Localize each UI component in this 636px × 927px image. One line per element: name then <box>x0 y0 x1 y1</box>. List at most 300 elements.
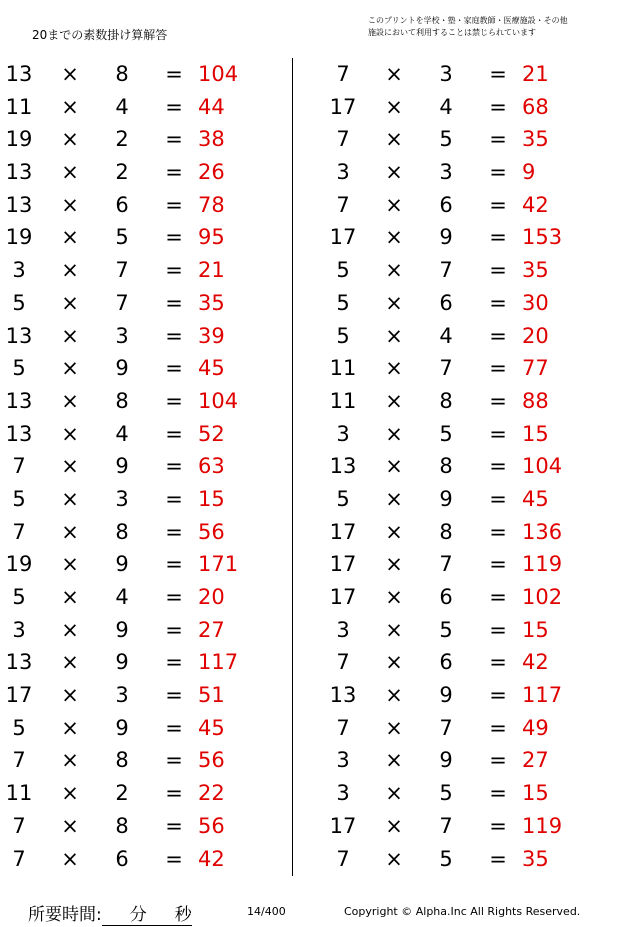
usage-notice <box>368 15 630 39</box>
problem-row <box>324 581 624 614</box>
multiplier: 7 <box>439 813 453 838</box>
problem-row <box>324 516 624 549</box>
answer: 45 <box>198 715 225 740</box>
times-sign: × <box>385 683 403 708</box>
answer: 45 <box>522 486 549 511</box>
multiplicand: 13 <box>329 454 357 479</box>
answer: 102 <box>522 585 563 609</box>
times-sign: × <box>385 813 403 838</box>
multiplicand: 5 <box>12 356 26 381</box>
problem-row <box>0 810 300 843</box>
multiplicand: 3 <box>12 258 26 283</box>
answer: 119 <box>522 813 563 838</box>
times-sign: × <box>385 94 403 119</box>
equals-sign: = <box>165 748 183 773</box>
answer: 20 <box>522 323 549 348</box>
problem-row <box>324 352 624 385</box>
multiplicand: 5 <box>12 486 26 511</box>
equals-sign: = <box>489 454 507 479</box>
problem-row <box>0 189 300 222</box>
times-sign: × <box>385 388 403 413</box>
multiplicand: 5 <box>336 486 350 511</box>
multiplier: 9 <box>115 552 129 577</box>
multiplier: 4 <box>439 323 453 348</box>
times-sign: × <box>61 323 79 348</box>
answer: 56 <box>198 748 225 773</box>
problem-row <box>0 712 300 745</box>
times-sign: × <box>385 127 403 152</box>
multiplicand: 7 <box>336 846 350 871</box>
problem-row <box>324 320 624 353</box>
times-sign: × <box>61 356 79 381</box>
multiplicand: 13 <box>5 192 33 217</box>
times-sign: × <box>385 585 403 609</box>
times-sign: × <box>61 225 79 250</box>
equals-sign: = <box>165 552 183 577</box>
multiplicand: 17 <box>329 813 357 838</box>
times-sign: × <box>385 323 403 348</box>
problem-row <box>0 777 300 810</box>
equals-sign: = <box>165 258 183 283</box>
multiplicand: 11 <box>5 781 33 806</box>
equals-sign: = <box>489 650 507 675</box>
answer: 20 <box>198 585 225 609</box>
multiplicand: 5 <box>336 323 350 348</box>
answer: 119 <box>522 552 563 577</box>
answer: 104 <box>522 454 563 479</box>
equals-sign: = <box>489 290 507 315</box>
multiplicand: 5 <box>336 258 350 283</box>
multiplier: 6 <box>115 846 129 871</box>
equals-sign: = <box>165 813 183 838</box>
multiplicand: 17 <box>329 94 357 119</box>
problem-row <box>324 254 624 287</box>
multiplicand: 3 <box>336 748 350 773</box>
problem-row <box>0 385 300 418</box>
equals-sign: = <box>489 715 507 740</box>
equals-sign: = <box>165 715 183 740</box>
multiplier: 7 <box>115 290 129 315</box>
time-taken-label: 所要時間: <box>28 905 102 925</box>
times-sign: × <box>385 650 403 675</box>
problem-row <box>0 744 300 777</box>
multiplier: 8 <box>115 388 129 413</box>
answer: 15 <box>522 421 549 446</box>
multiplier: 9 <box>115 454 129 479</box>
problem-row <box>0 287 300 320</box>
multiplier: 8 <box>115 748 129 773</box>
multiplier: 3 <box>115 323 129 348</box>
multiplier: 4 <box>439 94 453 119</box>
equals-sign: = <box>165 683 183 708</box>
problem-row <box>324 843 624 876</box>
multiplier: 5 <box>439 781 453 806</box>
multiplier: 3 <box>115 486 129 511</box>
problem-row <box>324 777 624 810</box>
answer: 44 <box>198 94 225 119</box>
multiplicand: 5 <box>12 290 26 315</box>
multiplier: 9 <box>115 617 129 642</box>
multiplicand: 7 <box>336 127 350 152</box>
times-sign: × <box>61 617 79 642</box>
multiplier: 2 <box>115 160 129 185</box>
answer: 27 <box>198 617 225 642</box>
problem-row <box>324 91 624 124</box>
multiplier: 8 <box>115 813 129 838</box>
equals-sign: = <box>489 781 507 806</box>
copyright-notice: Copyright © Alpha.Inc All Rights Reserved. <box>344 905 581 918</box>
multiplicand: 3 <box>336 781 350 806</box>
problem-row <box>324 189 624 222</box>
multiplicand: 7 <box>12 748 26 773</box>
equals-sign: = <box>165 421 183 446</box>
multiplier: 3 <box>115 683 129 708</box>
times-sign: × <box>385 356 403 381</box>
multiplicand: 13 <box>5 62 33 86</box>
multiplicand: 7 <box>336 715 350 740</box>
multiplier: 8 <box>439 454 453 479</box>
problem-row <box>324 450 624 483</box>
times-sign: × <box>61 748 79 773</box>
multiplier: 9 <box>439 748 453 773</box>
notice-line-2: 施設において利用することは禁じられています <box>368 28 536 37</box>
answer: 56 <box>198 519 225 544</box>
equals-sign: = <box>165 94 183 119</box>
times-sign: × <box>61 715 79 740</box>
times-sign: × <box>385 519 403 544</box>
times-sign: × <box>385 846 403 871</box>
problem-row <box>324 614 624 647</box>
multiplicand: 3 <box>336 160 350 185</box>
multiplier: 2 <box>115 127 129 152</box>
multiplier: 7 <box>439 715 453 740</box>
times-sign: × <box>61 519 79 544</box>
time-taken-field <box>28 900 192 926</box>
multiplicand: 13 <box>5 421 33 446</box>
times-sign: × <box>61 486 79 511</box>
multiplicand: 19 <box>5 552 33 577</box>
problem-row <box>324 483 624 516</box>
equals-sign: = <box>165 62 183 86</box>
multiplicand: 7 <box>336 650 350 675</box>
answer: 15 <box>522 617 549 642</box>
equals-sign: = <box>165 290 183 315</box>
multiplier: 3 <box>439 62 453 86</box>
equals-sign: = <box>165 225 183 250</box>
times-sign: × <box>385 225 403 250</box>
multiplicand: 5 <box>12 585 26 609</box>
equals-sign: = <box>165 486 183 511</box>
multiplicand: 7 <box>336 62 350 86</box>
equals-sign: = <box>165 356 183 381</box>
answer: 35 <box>198 290 225 315</box>
multiplier: 6 <box>439 192 453 217</box>
equals-sign: = <box>489 160 507 185</box>
answer: 9 <box>522 160 536 185</box>
problem-row <box>324 418 624 451</box>
worksheet-title: 20までの素数掛け算解答 <box>32 28 168 42</box>
equals-sign: = <box>489 323 507 348</box>
answer: 136 <box>522 519 563 544</box>
equals-sign: = <box>489 421 507 446</box>
multiplicand: 17 <box>329 225 357 250</box>
times-sign: × <box>385 552 403 577</box>
equals-sign: = <box>489 683 507 708</box>
equals-sign: = <box>165 160 183 185</box>
multiplicand: 13 <box>329 683 357 708</box>
notice-line-1: このプリントを学校・塾・家庭教師・医療施設・その他 <box>368 16 568 25</box>
times-sign: × <box>61 290 79 315</box>
answer: 78 <box>198 192 225 217</box>
multiplier: 9 <box>115 356 129 381</box>
problem-row <box>324 156 624 189</box>
answer: 38 <box>198 127 225 152</box>
multiplier: 6 <box>439 585 453 609</box>
times-sign: × <box>61 127 79 152</box>
equals-sign: = <box>165 323 183 348</box>
answer: 35 <box>522 127 549 152</box>
equals-sign: = <box>489 258 507 283</box>
times-sign: × <box>385 160 403 185</box>
multiplier: 5 <box>439 846 453 871</box>
problem-row <box>0 254 300 287</box>
answer: 117 <box>522 683 563 708</box>
minutes-label: 分 <box>129 905 147 925</box>
multiplicand: 7 <box>12 454 26 479</box>
problem-row <box>0 320 300 353</box>
multiplier: 9 <box>439 225 453 250</box>
answer: 22 <box>198 781 225 806</box>
answer: 21 <box>522 62 549 86</box>
multiplicand: 17 <box>329 585 357 609</box>
equals-sign: = <box>165 846 183 871</box>
answer: 15 <box>198 486 225 511</box>
times-sign: × <box>61 94 79 119</box>
multiplicand: 7 <box>12 846 26 871</box>
equals-sign: = <box>165 388 183 413</box>
multiplicand: 17 <box>329 552 357 577</box>
equals-sign: = <box>489 62 507 86</box>
problem-row <box>0 679 300 712</box>
multiplier: 5 <box>115 225 129 250</box>
times-sign: × <box>61 585 79 609</box>
problem-row <box>324 679 624 712</box>
equals-sign: = <box>165 192 183 217</box>
times-sign: × <box>385 421 403 446</box>
equals-sign: = <box>489 813 507 838</box>
problem-row <box>0 614 300 647</box>
times-sign: × <box>61 62 79 86</box>
multiplier: 7 <box>439 356 453 381</box>
multiplicand: 7 <box>336 192 350 217</box>
problem-row <box>324 646 624 679</box>
seconds-label: 秒 <box>174 905 192 925</box>
multiplicand: 13 <box>5 160 33 185</box>
times-sign: × <box>385 748 403 773</box>
answer: 104 <box>198 388 239 413</box>
equals-sign: = <box>489 585 507 609</box>
multiplicand: 13 <box>5 650 33 675</box>
answer: 15 <box>522 781 549 806</box>
problem-row <box>0 418 300 451</box>
answer: 153 <box>522 225 563 250</box>
multiplicand: 3 <box>12 617 26 642</box>
answer: 30 <box>522 290 549 315</box>
multiplier: 5 <box>439 421 453 446</box>
equals-sign: = <box>165 781 183 806</box>
problem-row <box>0 516 300 549</box>
multiplicand: 3 <box>336 421 350 446</box>
times-sign: × <box>61 781 79 806</box>
problem-row <box>0 352 300 385</box>
multiplier: 3 <box>439 160 453 185</box>
equals-sign: = <box>489 94 507 119</box>
times-sign: × <box>61 650 79 675</box>
equals-sign: = <box>489 617 507 642</box>
multiplier: 9 <box>115 715 129 740</box>
multiplicand: 5 <box>12 715 26 740</box>
multiplicand: 17 <box>329 519 357 544</box>
times-sign: × <box>61 388 79 413</box>
answer: 35 <box>522 846 549 871</box>
answer: 68 <box>522 94 549 119</box>
answer: 56 <box>198 813 225 838</box>
right-problem-column <box>324 58 624 875</box>
multiplier: 6 <box>439 650 453 675</box>
answer: 95 <box>198 225 225 250</box>
problem-row <box>324 810 624 843</box>
equals-sign: = <box>489 225 507 250</box>
problem-row <box>0 58 300 91</box>
multiplier: 2 <box>115 781 129 806</box>
answer: 42 <box>198 846 225 871</box>
times-sign: × <box>385 715 403 740</box>
problem-row <box>0 843 300 876</box>
times-sign: × <box>385 781 403 806</box>
answer: 45 <box>198 356 225 381</box>
problem-row <box>0 123 300 156</box>
times-sign: × <box>61 552 79 577</box>
multiplicand: 19 <box>5 127 33 152</box>
problem-row <box>324 221 624 254</box>
problem-row <box>0 221 300 254</box>
answer: 51 <box>198 683 225 708</box>
multiplier: 9 <box>115 650 129 675</box>
multiplicand: 11 <box>329 356 357 381</box>
multiplier: 5 <box>439 617 453 642</box>
time-blank <box>102 900 192 926</box>
problem-row <box>0 156 300 189</box>
answer: 88 <box>522 388 549 413</box>
multiplier: 4 <box>115 94 129 119</box>
times-sign: × <box>61 454 79 479</box>
equals-sign: = <box>489 388 507 413</box>
times-sign: × <box>385 290 403 315</box>
times-sign: × <box>385 617 403 642</box>
multiplier: 6 <box>115 192 129 217</box>
page-number: 14/400 <box>247 905 286 918</box>
answer: 42 <box>522 192 549 217</box>
problem-row <box>0 483 300 516</box>
answer: 171 <box>198 552 239 577</box>
multiplier: 7 <box>439 552 453 577</box>
multiplicand: 3 <box>336 617 350 642</box>
answer: 49 <box>522 715 549 740</box>
multiplier: 8 <box>439 388 453 413</box>
equals-sign: = <box>165 519 183 544</box>
multiplier: 8 <box>439 519 453 544</box>
times-sign: × <box>385 192 403 217</box>
answer: 26 <box>198 160 225 185</box>
multiplier: 8 <box>115 62 129 86</box>
multiplicand: 17 <box>5 683 33 708</box>
multiplicand: 11 <box>5 94 33 119</box>
answer: 35 <box>522 258 549 283</box>
problem-row <box>324 287 624 320</box>
answer: 42 <box>522 650 549 675</box>
multiplicand: 7 <box>12 813 26 838</box>
problem-row <box>324 712 624 745</box>
multiplier: 5 <box>439 127 453 152</box>
equals-sign: = <box>489 519 507 544</box>
answer: 117 <box>198 650 239 675</box>
problem-row <box>0 91 300 124</box>
answer: 63 <box>198 454 225 479</box>
times-sign: × <box>61 846 79 871</box>
multiplier: 6 <box>439 290 453 315</box>
answer: 21 <box>198 258 225 283</box>
equals-sign: = <box>165 127 183 152</box>
problem-row <box>0 450 300 483</box>
equals-sign: = <box>165 585 183 609</box>
multiplicand: 7 <box>12 519 26 544</box>
multiplier: 9 <box>439 683 453 708</box>
times-sign: × <box>61 192 79 217</box>
times-sign: × <box>385 62 403 86</box>
equals-sign: = <box>489 486 507 511</box>
multiplicand: 13 <box>5 323 33 348</box>
equals-sign: = <box>489 127 507 152</box>
answer: 27 <box>522 748 549 773</box>
equals-sign: = <box>489 748 507 773</box>
equals-sign: = <box>489 356 507 381</box>
equals-sign: = <box>165 454 183 479</box>
answer: 77 <box>522 356 549 381</box>
problem-row <box>0 646 300 679</box>
multiplicand: 5 <box>336 290 350 315</box>
problem-row <box>0 548 300 581</box>
problem-row <box>324 58 624 91</box>
left-problem-column <box>0 58 300 875</box>
answer: 104 <box>198 62 239 86</box>
equals-sign: = <box>489 192 507 217</box>
times-sign: × <box>385 454 403 479</box>
multiplier: 7 <box>439 258 453 283</box>
problem-row <box>324 548 624 581</box>
times-sign: × <box>61 160 79 185</box>
multiplier: 4 <box>115 421 129 446</box>
multiplicand: 19 <box>5 225 33 250</box>
times-sign: × <box>61 421 79 446</box>
times-sign: × <box>61 683 79 708</box>
equals-sign: = <box>165 650 183 675</box>
multiplier: 8 <box>115 519 129 544</box>
times-sign: × <box>385 486 403 511</box>
multiplier: 4 <box>115 585 129 609</box>
equals-sign: = <box>165 617 183 642</box>
multiplicand: 13 <box>5 388 33 413</box>
times-sign: × <box>385 258 403 283</box>
